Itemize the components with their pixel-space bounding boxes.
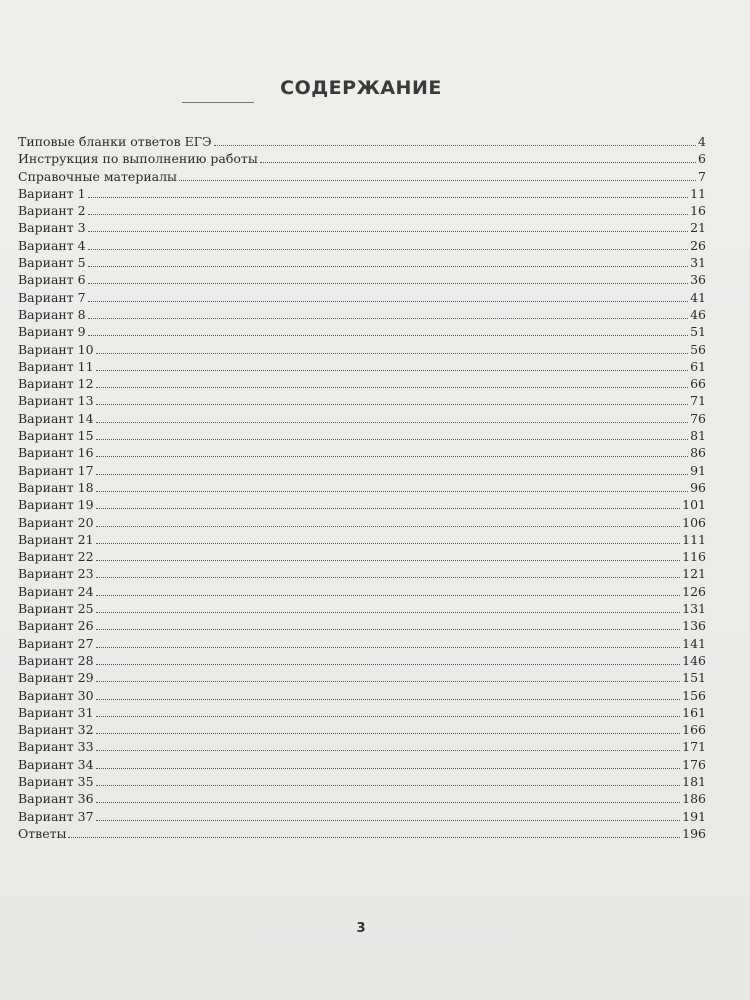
toc-dot-leader xyxy=(96,611,681,613)
toc-entry xyxy=(18,237,706,254)
toc-entry-label: Вариант 36 xyxy=(18,791,94,807)
toc-entry-page: 76 xyxy=(690,410,706,426)
toc-entry xyxy=(18,514,706,531)
toc-entry-page: 16 xyxy=(690,203,706,219)
toc-entry xyxy=(18,531,706,548)
toc-entry xyxy=(18,773,706,790)
toc-entry-page: 111 xyxy=(682,531,706,547)
toc-entry xyxy=(18,392,706,409)
toc-entry-label: Вариант 27 xyxy=(18,635,94,651)
toc-dot-leader xyxy=(96,680,681,682)
table-of-contents xyxy=(18,133,706,842)
toc-entry-page: 151 xyxy=(682,670,706,686)
toc-entry-label: Вариант 8 xyxy=(18,306,86,322)
toc-entry-page: 121 xyxy=(682,566,706,582)
toc-entry-label: Вариант 23 xyxy=(18,566,94,582)
toc-dot-leader xyxy=(96,490,689,492)
page-title: СОДЕРЖАНИЕ xyxy=(280,77,442,99)
toc-dot-leader xyxy=(96,801,681,803)
toc-entry-page: 56 xyxy=(690,341,706,357)
toc-entry xyxy=(18,202,706,219)
toc-entry xyxy=(18,289,706,306)
toc-entry-label: Вариант 24 xyxy=(18,583,94,599)
toc-entry-page: 41 xyxy=(690,289,706,305)
toc-entry-label: Вариант 28 xyxy=(18,652,94,668)
toc-entry-label: Вариант 9 xyxy=(18,324,86,340)
toc-entry-page: 156 xyxy=(682,687,706,703)
toc-dot-leader xyxy=(96,542,681,544)
toc-entry-page: 26 xyxy=(690,237,706,253)
toc-entry xyxy=(18,738,706,755)
toc-entry-label: Вариант 16 xyxy=(18,445,94,461)
toc-entry-label: Ответы xyxy=(18,825,67,841)
toc-entry-page: 81 xyxy=(690,428,706,444)
toc-dot-leader xyxy=(68,836,680,838)
toc-entry-label: Вариант 26 xyxy=(18,618,94,634)
toc-entry xyxy=(18,583,706,600)
toc-entry xyxy=(18,600,706,617)
toc-entry-page: 191 xyxy=(682,808,706,824)
toc-entry-label: Вариант 11 xyxy=(18,358,94,374)
toc-entry-page: 146 xyxy=(682,652,706,668)
toc-entry-label: Вариант 2 xyxy=(18,203,86,219)
toc-entry-label: Вариант 35 xyxy=(18,773,94,789)
toc-entry-page: 166 xyxy=(682,722,706,738)
toc-entry-label: Типовые бланки ответов ЕГЭ xyxy=(18,134,212,149)
toc-entry xyxy=(18,721,706,738)
toc-dot-leader xyxy=(88,213,688,215)
toc-entry-label: Вариант 7 xyxy=(18,289,86,305)
toc-entry-page: 136 xyxy=(682,618,706,634)
toc-entry-label: Вариант 6 xyxy=(18,272,86,288)
toc-entry-label: Вариант 4 xyxy=(18,237,86,253)
toc-entry-page: 4 xyxy=(698,134,706,149)
toc-entry-label: Вариант 18 xyxy=(18,479,94,495)
toc-entry-page: 116 xyxy=(682,549,706,565)
toc-dot-leader xyxy=(214,144,697,146)
toc-dot-leader xyxy=(96,525,681,527)
toc-entry-label: Вариант 14 xyxy=(18,410,94,426)
toc-entry xyxy=(18,704,706,721)
toc-entry xyxy=(18,306,706,323)
toc-entry-label: Вариант 21 xyxy=(18,531,94,547)
toc-entry xyxy=(18,635,706,652)
toc-dot-leader xyxy=(88,248,688,250)
toc-entry xyxy=(18,219,706,236)
toc-entry-page: 181 xyxy=(682,773,706,789)
toc-entry-page: 61 xyxy=(690,358,706,374)
toc-entry-label: Вариант 10 xyxy=(18,341,94,357)
toc-entry xyxy=(18,479,706,496)
toc-entry-label: Вариант 17 xyxy=(18,462,94,478)
toc-dot-leader xyxy=(96,784,681,786)
toc-entry-page: 171 xyxy=(682,739,706,755)
toc-entry-label: Вариант 34 xyxy=(18,756,94,772)
toc-entry xyxy=(18,808,706,825)
toc-entry-page: 86 xyxy=(690,445,706,461)
toc-dot-leader xyxy=(96,559,681,561)
toc-dot-leader xyxy=(88,230,688,232)
toc-entry xyxy=(18,669,706,686)
toc-entry-label: Вариант 29 xyxy=(18,670,94,686)
toc-entry-label: Вариант 13 xyxy=(18,393,94,409)
toc-entry-page: 66 xyxy=(690,376,706,392)
toc-entry-page: 101 xyxy=(682,497,706,513)
toc-entry xyxy=(18,756,706,773)
toc-entry-page: 131 xyxy=(682,601,706,617)
toc-entry xyxy=(18,617,706,634)
toc-entry-label: Вариант 30 xyxy=(18,687,94,703)
toc-dot-leader xyxy=(88,334,688,336)
toc-dot-leader xyxy=(96,403,689,405)
toc-entry-label: Вариант 3 xyxy=(18,220,86,236)
toc-dot-leader xyxy=(96,628,681,630)
toc-entry-page: 11 xyxy=(690,185,706,201)
toc-entry xyxy=(18,427,706,444)
toc-entry-label: Вариант 37 xyxy=(18,808,94,824)
toc-entry-page: 91 xyxy=(690,462,706,478)
toc-entry-label: Вариант 33 xyxy=(18,739,94,755)
toc-entry xyxy=(18,496,706,513)
toc-dot-leader xyxy=(96,663,681,665)
toc-entry-page: 6 xyxy=(698,151,706,167)
toc-entry-page: 21 xyxy=(690,220,706,236)
toc-dot-leader xyxy=(96,698,681,700)
toc-entry-label: Вариант 25 xyxy=(18,601,94,617)
toc-entry-label: Вариант 5 xyxy=(18,255,86,271)
toc-dot-leader xyxy=(96,507,681,509)
toc-entry xyxy=(18,652,706,669)
toc-dot-leader xyxy=(96,732,681,734)
toc-entry xyxy=(18,168,706,185)
toc-dot-leader xyxy=(88,300,688,302)
toc-entry-label: Вариант 32 xyxy=(18,722,94,738)
toc-entry-label: Вариант 31 xyxy=(18,704,94,720)
toc-entry xyxy=(18,825,706,842)
toc-entry xyxy=(18,133,706,150)
toc-entry-page: 106 xyxy=(682,514,706,530)
toc-entry-label: Инструкция по выполнению работы xyxy=(18,151,258,167)
toc-entry-page: 196 xyxy=(682,825,706,841)
toc-entry-page: 46 xyxy=(690,306,706,322)
toc-entry xyxy=(18,150,706,167)
toc-dot-leader xyxy=(88,317,688,319)
toc-entry xyxy=(18,687,706,704)
title-divider xyxy=(182,102,254,103)
toc-entry-page: 7 xyxy=(698,168,706,184)
toc-entry xyxy=(18,323,706,340)
toc-entry xyxy=(18,565,706,582)
toc-entry-page: 96 xyxy=(690,479,706,495)
toc-dot-leader xyxy=(96,594,681,596)
toc-dot-leader xyxy=(96,386,689,388)
toc-dot-leader xyxy=(96,352,689,354)
toc-entry-page: 141 xyxy=(682,635,706,651)
toc-dot-leader xyxy=(96,749,681,751)
toc-entry xyxy=(18,410,706,427)
toc-entry-page: 161 xyxy=(682,704,706,720)
toc-dot-leader xyxy=(96,767,681,769)
toc-entry xyxy=(18,790,706,807)
toc-entry-page: 71 xyxy=(690,393,706,409)
toc-dot-leader xyxy=(88,265,688,267)
toc-entry xyxy=(18,444,706,461)
toc-entry xyxy=(18,341,706,358)
toc-entry-label: Вариант 1 xyxy=(18,185,86,201)
toc-entry xyxy=(18,358,706,375)
toc-dot-leader xyxy=(96,646,681,648)
toc-entry-label: Вариант 15 xyxy=(18,428,94,444)
toc-dot-leader xyxy=(96,819,681,821)
toc-entry-page: 126 xyxy=(682,583,706,599)
toc-dot-leader xyxy=(88,196,688,198)
toc-entry-page: 31 xyxy=(690,255,706,271)
toc-dot-leader xyxy=(179,179,696,181)
toc-entry-page: 36 xyxy=(690,272,706,288)
toc-dot-leader xyxy=(96,576,681,578)
toc-entry-label: Вариант 12 xyxy=(18,376,94,392)
toc-entry-label: Вариант 22 xyxy=(18,549,94,565)
toc-dot-leader xyxy=(260,161,696,163)
toc-dot-leader xyxy=(96,455,689,457)
toc-dot-leader xyxy=(96,473,689,475)
toc-dot-leader xyxy=(88,282,688,284)
toc-entry-label: Вариант 20 xyxy=(18,514,94,530)
toc-entry xyxy=(18,185,706,202)
toc-entry-label: Вариант 19 xyxy=(18,497,94,513)
toc-entry xyxy=(18,254,706,271)
toc-entry xyxy=(18,271,706,288)
toc-dot-leader xyxy=(96,715,681,717)
toc-entry xyxy=(18,548,706,565)
toc-dot-leader xyxy=(96,438,689,440)
toc-entry-page: 176 xyxy=(682,756,706,772)
toc-dot-leader xyxy=(96,421,689,423)
toc-entry xyxy=(18,462,706,479)
page-number: 3 xyxy=(356,921,366,936)
toc-dot-leader xyxy=(96,369,689,371)
toc-entry-page: 186 xyxy=(682,791,706,807)
toc-entry-label: Справочные материалы xyxy=(18,168,177,184)
toc-entry xyxy=(18,375,706,392)
toc-entry-page: 51 xyxy=(690,324,706,340)
